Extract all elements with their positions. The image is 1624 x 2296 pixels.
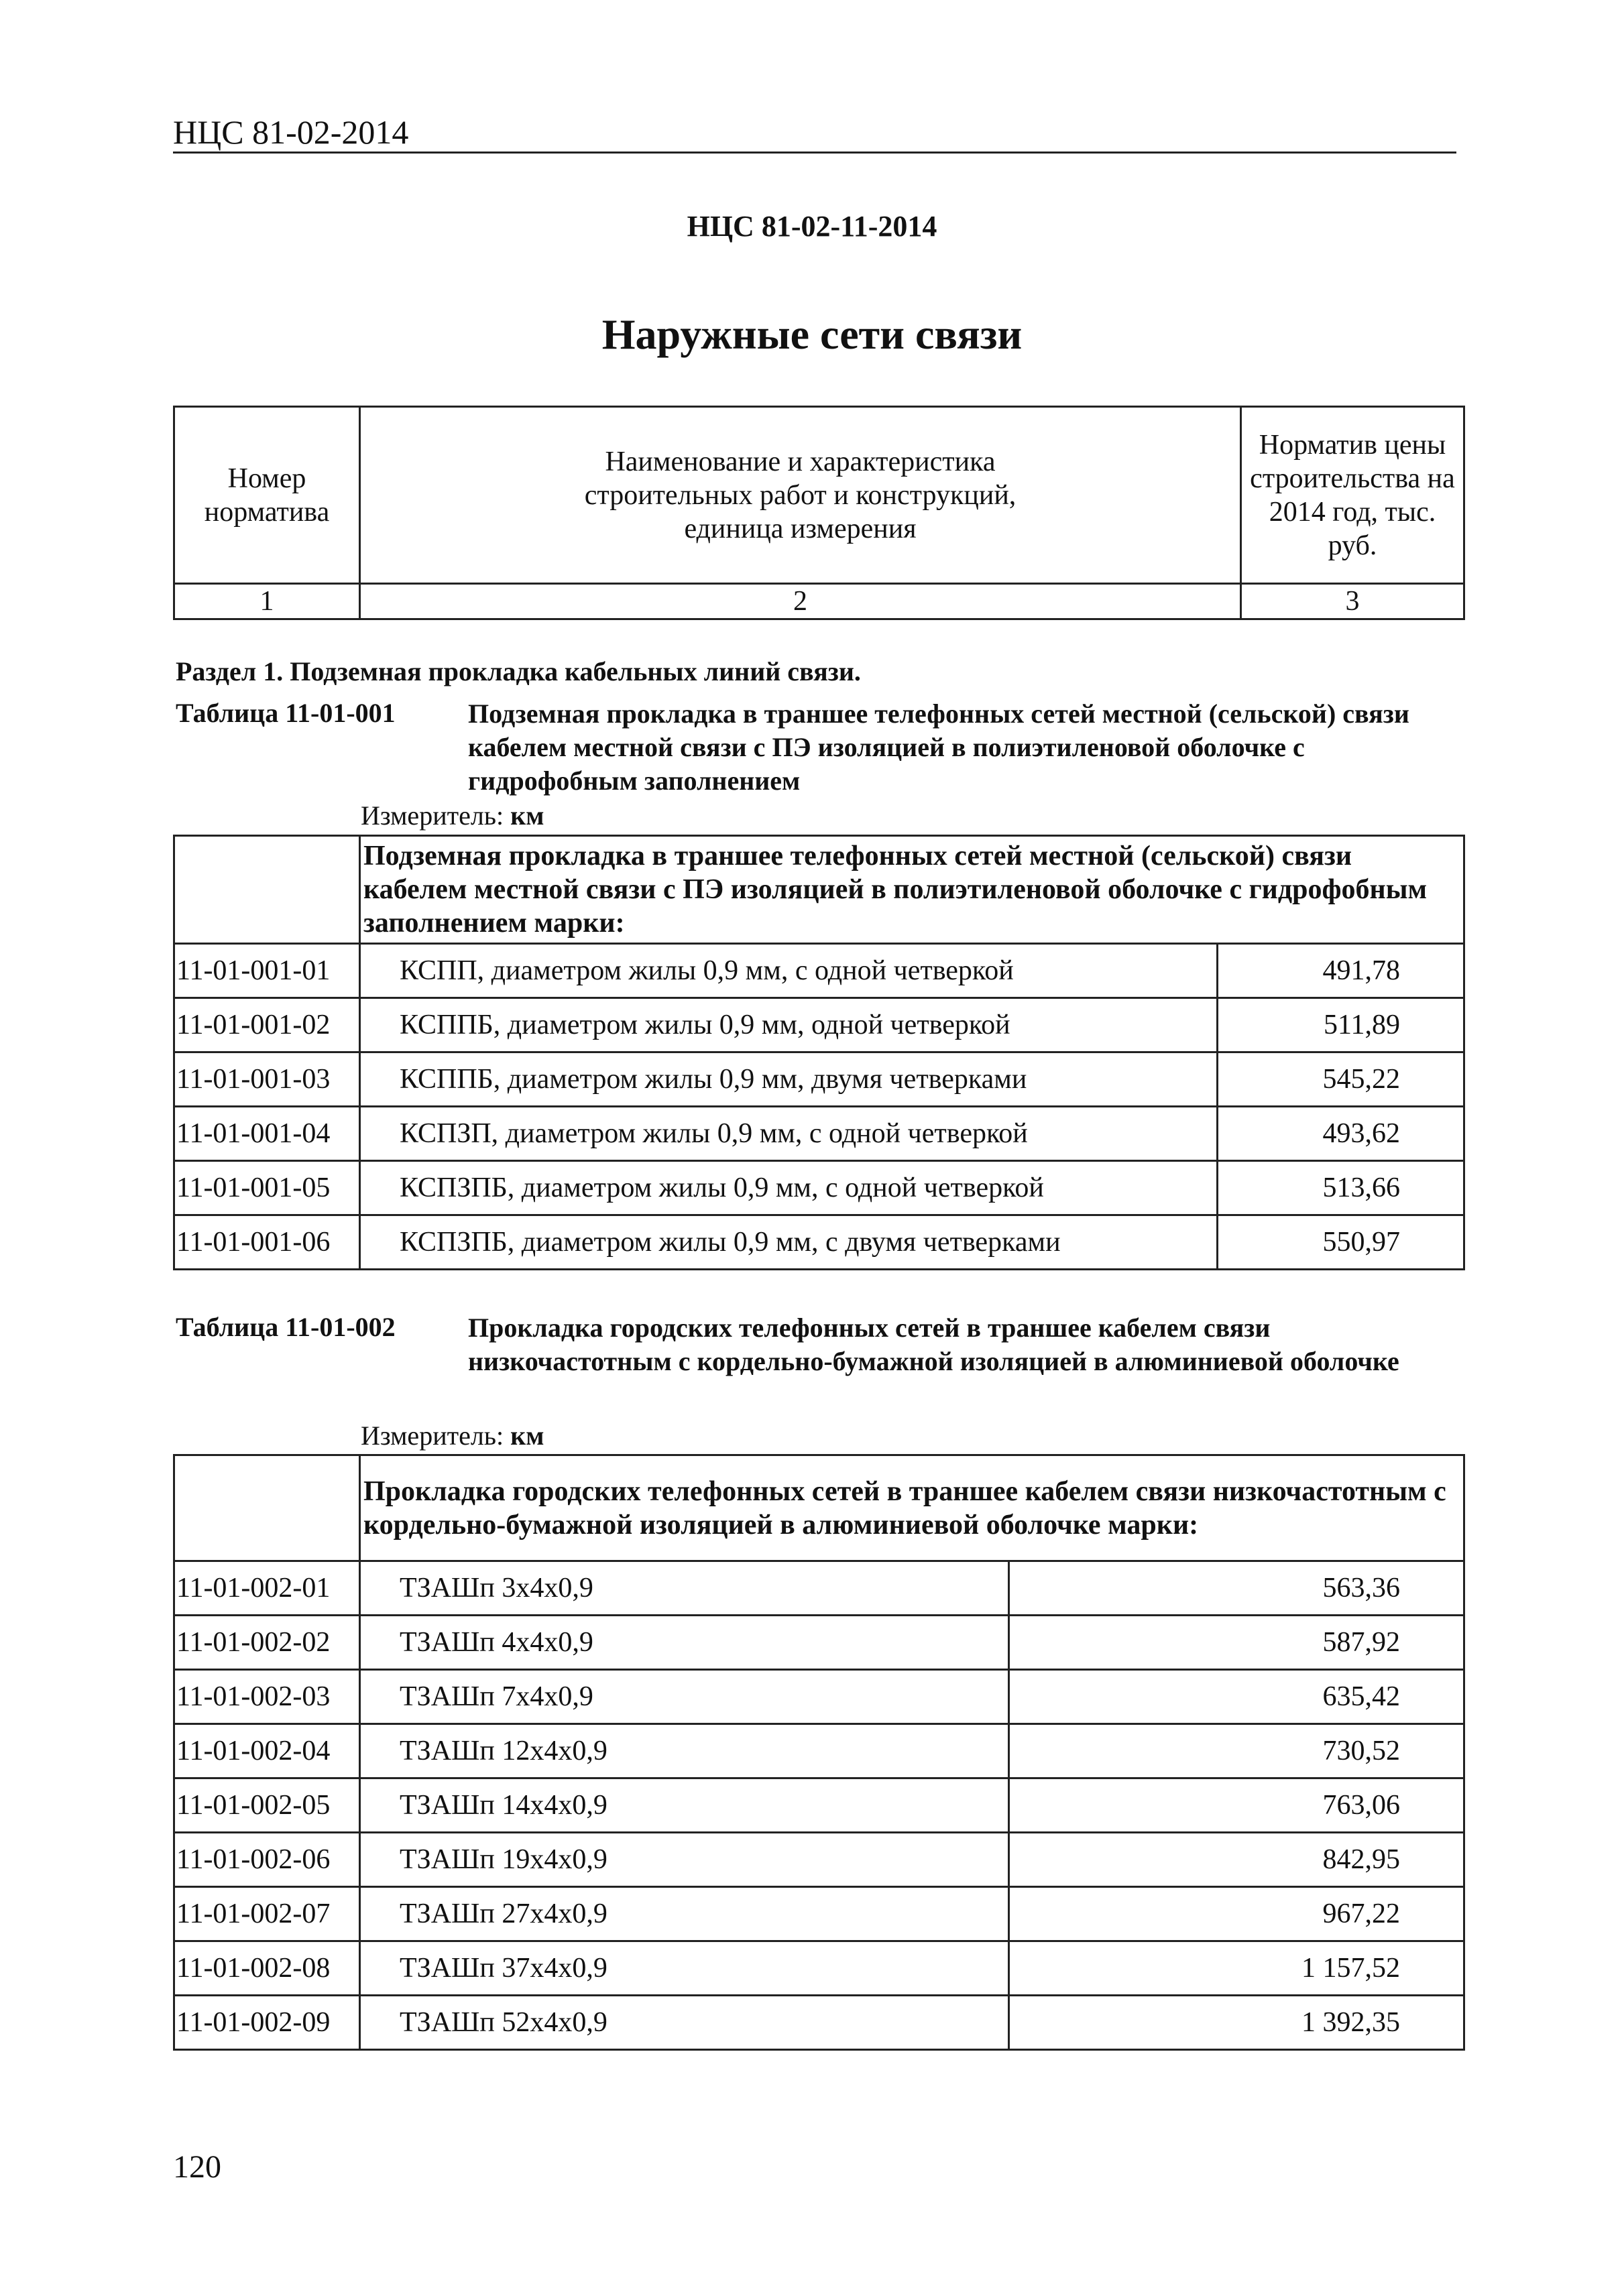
row-value: 563,36 bbox=[1008, 1561, 1464, 1616]
row-code: 11-01-001-01 bbox=[174, 944, 360, 998]
col-number-2: 2 bbox=[360, 584, 1241, 619]
row-name: ТЗАШп 14х4х0,9 bbox=[360, 1778, 1009, 1833]
col-number-3: 3 bbox=[1241, 584, 1464, 619]
measure-unit bbox=[361, 1420, 544, 1451]
table-row bbox=[174, 1887, 1464, 1941]
table-row bbox=[174, 1107, 1464, 1161]
row-name: КСППБ, диаметром жилы 0,9 мм, одной четверкой bbox=[360, 998, 1218, 1052]
row-name: ТЗАШп 19х4х0,9 bbox=[360, 1833, 1009, 1887]
row-code: 11-01-002-05 bbox=[174, 1778, 360, 1833]
table-caption-text: Подземная прокладка в траншее телефонных сетей местной (сельской) связи кабелем местной связи с ПЭ изоляцией в полиэтиленовой оболочке с гидрофобным заполнением bbox=[468, 699, 1409, 796]
table-row bbox=[174, 1215, 1464, 1270]
row-name: КСПЗП, диаметром жилы 0,9 мм, с одной четверкой bbox=[360, 1107, 1218, 1161]
row-name: ТЗАШп 27х4х0,9 bbox=[360, 1887, 1009, 1941]
header-table bbox=[173, 406, 1465, 620]
row-value: 730,52 bbox=[1008, 1724, 1464, 1778]
table-label: Таблица 11-01-002 bbox=[176, 1312, 396, 1342]
row-name: ТЗАШп 7х4х0,9 bbox=[360, 1670, 1009, 1724]
row-code: 11-01-001-04 bbox=[174, 1107, 360, 1161]
row-name: КСПЗПБ, диаметром жилы 0,9 мм, с двумя четверками bbox=[360, 1215, 1218, 1270]
row-value: 513,66 bbox=[1218, 1161, 1464, 1215]
table-row bbox=[174, 1052, 1464, 1107]
col-header-name: Наименование и характеристика строительных работ и конструкций, единица измерения bbox=[360, 407, 1241, 584]
page-number: 120 bbox=[173, 2149, 221, 2185]
row-value: 763,06 bbox=[1008, 1778, 1464, 1833]
doc-code: НЦС 81-02-11-2014 bbox=[687, 210, 937, 243]
row-code: 11-01-001-06 bbox=[174, 1215, 360, 1270]
table-subheader: Подземная прокладка в траншее телефонных сетей местной (сельской) связи кабелем местной связи с ПЭ изоляцией в полиэтиленовой оболочке с гидрофобным заполнением марки: bbox=[360, 836, 1464, 944]
row-name: ТЗАШп 4х4х0,9 bbox=[360, 1616, 1009, 1670]
row-code: 11-01-001-02 bbox=[174, 998, 360, 1052]
row-name: ТЗАШп 3х4х0,9 bbox=[360, 1561, 1009, 1616]
section-heading: Раздел 1. Подземная прокладка кабельных линий связи. bbox=[176, 656, 861, 686]
row-name: КСПЗПБ, диаметром жилы 0,9 мм, с одной четверкой bbox=[360, 1161, 1218, 1215]
data-table-11-01-002 bbox=[173, 1454, 1465, 2051]
table-label: Таблица 11-01-001 bbox=[176, 698, 396, 728]
measure-label: Измеритель: bbox=[361, 800, 504, 831]
header-rule bbox=[173, 152, 1456, 154]
row-code: 11-01-002-08 bbox=[174, 1941, 360, 1996]
table-row bbox=[174, 944, 1464, 998]
row-code: 11-01-002-02 bbox=[174, 1616, 360, 1670]
row-name: КСПП, диаметром жилы 0,9 мм, с одной четверкой bbox=[360, 944, 1218, 998]
col-number-1: 1 bbox=[174, 584, 360, 619]
running-header: НЦС 81-02-2014 bbox=[173, 113, 409, 151]
row-code: 11-01-001-05 bbox=[174, 1161, 360, 1215]
table-row bbox=[174, 1833, 1464, 1887]
measure-label: Измеритель: bbox=[361, 1421, 504, 1451]
row-code: 11-01-002-07 bbox=[174, 1887, 360, 1941]
row-code: 11-01-001-03 bbox=[174, 1052, 360, 1107]
row-code: 11-01-002-06 bbox=[174, 1833, 360, 1887]
table-row bbox=[174, 1941, 1464, 1996]
row-code: 11-01-002-04 bbox=[174, 1724, 360, 1778]
measure-value: км bbox=[510, 800, 544, 831]
row-name: ТЗАШп 12х4х0,9 bbox=[360, 1724, 1009, 1778]
row-code: 11-01-002-03 bbox=[174, 1670, 360, 1724]
table-row bbox=[174, 1161, 1464, 1215]
row-code: 11-01-002-01 bbox=[174, 1561, 360, 1616]
table-caption-text: Прокладка городских телефонных сетей в траншее кабелем связи низкочастотным с кордельно-бумажной изоляцией в алюминиевой оболочке bbox=[468, 1313, 1399, 1376]
row-code: 11-01-002-09 bbox=[174, 1996, 360, 2050]
row-value: 1 392,35 bbox=[1008, 1996, 1464, 2050]
data-table-11-01-001 bbox=[173, 835, 1465, 1270]
row-value: 587,92 bbox=[1008, 1616, 1464, 1670]
row-value: 635,42 bbox=[1008, 1670, 1464, 1724]
measure-unit bbox=[361, 800, 544, 831]
row-name: КСППБ, диаметром жилы 0,9 мм, двумя четверками bbox=[360, 1052, 1218, 1107]
row-value: 493,62 bbox=[1218, 1107, 1464, 1161]
row-value: 511,89 bbox=[1218, 998, 1464, 1052]
row-value: 545,22 bbox=[1218, 1052, 1464, 1107]
table-row bbox=[174, 1996, 1464, 2050]
col-header-number: Номер норматива bbox=[174, 407, 360, 584]
row-name: ТЗАШп 52х4х0,9 bbox=[360, 1996, 1009, 2050]
table-row bbox=[174, 998, 1464, 1052]
measure-value: км bbox=[510, 1421, 544, 1451]
col-header-price: Норматив цены строительства на 2014 год, тыс. руб. bbox=[1241, 407, 1464, 584]
table-subheader: Прокладка городских телефонных сетей в траншее кабелем связи низкочастотным с кордельно-бумажной изоляцией в алюминиевой оболочке марки: bbox=[360, 1455, 1464, 1561]
doc-title: Наружные сети связи bbox=[601, 310, 1023, 358]
row-value: 967,22 bbox=[1008, 1887, 1464, 1941]
table-row bbox=[174, 1561, 1464, 1616]
row-value: 1 157,52 bbox=[1008, 1941, 1464, 1996]
row-value: 491,78 bbox=[1218, 944, 1464, 998]
table-row bbox=[174, 1616, 1464, 1670]
row-value: 550,97 bbox=[1218, 1215, 1464, 1270]
table-row bbox=[174, 1778, 1464, 1833]
row-value: 842,95 bbox=[1008, 1833, 1464, 1887]
table-row bbox=[174, 1724, 1464, 1778]
table-row bbox=[174, 1670, 1464, 1724]
row-name: ТЗАШп 37х4х0,9 bbox=[360, 1941, 1009, 1996]
